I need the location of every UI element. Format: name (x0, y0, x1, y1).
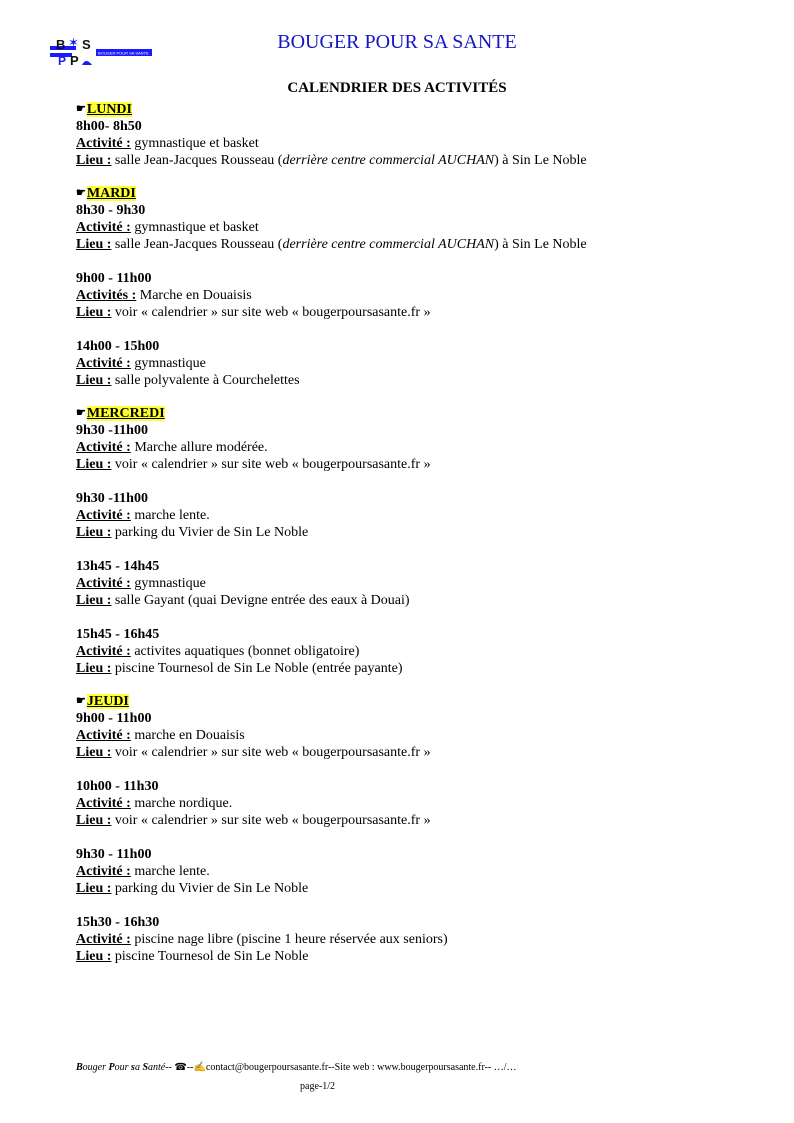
activity-line (76, 643, 756, 660)
activity-value: marche lente. (134, 864, 210, 879)
activity-slot (76, 338, 756, 389)
activity-slot (76, 710, 756, 761)
slot-time: 13h45 - 14h45 (76, 559, 160, 574)
pointing-hand-icon: ☛ (76, 187, 86, 199)
day-section (76, 405, 756, 677)
activity-label: Activité : (76, 356, 131, 371)
activity-value: Marche en Douaisis (139, 288, 252, 303)
place-line (76, 152, 756, 169)
activity-line (76, 135, 756, 152)
place-line (76, 660, 756, 677)
place-value: piscine Tournesol de Sin Le Noble (entrée payante) (114, 661, 403, 676)
activity-line (76, 575, 756, 592)
place-label: Lieu : (76, 153, 112, 168)
calendar-title: CALENDRIER DES ACTIVITÉS (287, 80, 507, 96)
svg-text:✶: ✶ (68, 36, 79, 50)
activity-value: gymnastique (134, 356, 206, 371)
activity-line (76, 863, 756, 880)
day-label: LUNDI (86, 102, 132, 117)
activity-value: marche en Douaisis (134, 728, 245, 743)
logo-text: BOUGER POUR SA SANTE (98, 50, 149, 56)
activity-value: piscine nage libre (piscine 1 heure réservée aux seniors) (134, 932, 448, 947)
day-heading (76, 101, 756, 118)
activity-label: Activité : (76, 932, 131, 947)
slot-time: 9h30 -11h00 (76, 423, 148, 438)
place-line (76, 304, 756, 321)
place-label: Lieu : (76, 237, 112, 252)
slot-time: 15h30 - 16h30 (76, 915, 160, 930)
page-number: page-1/2 (300, 1081, 335, 1092)
place-value: voir « calendrier » sur site web « bougerpoursasante.fr » (114, 457, 431, 472)
pointing-hand-icon: ☛ (76, 695, 86, 707)
place-suffix: ) à Sin Le Noble (494, 153, 587, 168)
place-label: Lieu : (76, 661, 112, 676)
footer: Bouger Pour sa Santé-- ☎--✍contact@bougerpoursasante.fr--Site web : www.bougerpoursasante.fr-- …/… (76, 1062, 517, 1073)
slot-time: 9h30 - 11h00 (76, 847, 152, 862)
day-section (76, 185, 756, 389)
activity-value: gymnastique et basket (134, 136, 259, 151)
activity-line (76, 931, 756, 948)
activity-line (76, 287, 756, 304)
svg-text:P: P (70, 53, 79, 68)
day-label: JEUDI (86, 694, 129, 709)
activity-value: Marche allure modérée. (134, 440, 268, 455)
place-label: Lieu : (76, 305, 112, 320)
place-detail: derrière centre commercial AUCHAN (282, 153, 495, 168)
slot-time: 9h00 - 11h00 (76, 711, 152, 726)
slot-time: 14h00 - 15h00 (76, 339, 160, 354)
place-value: salle Jean-Jacques Rousseau ( (114, 237, 283, 252)
day-section (76, 693, 756, 965)
activity-label: Activité : (76, 644, 131, 659)
place-label: Lieu : (76, 881, 112, 896)
place-line (76, 456, 756, 473)
place-value: parking du Vivier de Sin Le Noble (114, 525, 309, 540)
slot-time: 8h30 - 9h30 (76, 203, 146, 218)
activity-slot (76, 202, 756, 253)
day-heading (76, 405, 756, 422)
calendar (76, 101, 756, 965)
day-label: MERCREDI (86, 406, 165, 421)
place-line (76, 812, 756, 829)
svg-text:S: S (82, 37, 91, 52)
activity-label: Activité : (76, 796, 131, 811)
place-label: Lieu : (76, 813, 112, 828)
place-value: voir « calendrier » sur site web « bougerpoursasante.fr » (114, 745, 431, 760)
activity-label: Activité : (76, 508, 131, 523)
activity-label: Activité : (76, 440, 131, 455)
day-heading (76, 185, 756, 202)
footer-contact: -- ☎--✍contact@bougerpoursasante.fr--Site web : www.bougerpoursasante.fr-- …/… (165, 1062, 517, 1073)
activity-slot (76, 118, 756, 169)
activity-label: Activités : (76, 288, 137, 303)
day-heading (76, 693, 756, 710)
activity-label: Activité : (76, 728, 131, 743)
activity-value: activites aquatiques (bonnet obligatoire) (134, 644, 360, 659)
pointing-hand-icon: ☛ (76, 103, 86, 115)
svg-text:B: B (56, 37, 66, 52)
slot-time: 9h30 -11h00 (76, 491, 148, 506)
activity-line (76, 507, 756, 524)
place-line (76, 948, 756, 965)
place-label: Lieu : (76, 593, 112, 608)
activity-slot (76, 626, 756, 677)
slot-time: 9h00 - 11h00 (76, 271, 152, 286)
place-label: Lieu : (76, 745, 112, 760)
place-suffix: ) à Sin Le Noble (494, 237, 587, 252)
activity-line (76, 727, 756, 744)
place-line (76, 372, 756, 389)
slot-time: 15h45 - 16h45 (76, 627, 160, 642)
place-line (76, 524, 756, 541)
place-value: voir « calendrier » sur site web « bougerpoursasante.fr » (114, 305, 431, 320)
place-value: salle Gayant (quai Devigne entrée des eaux à Douai) (114, 593, 410, 608)
place-label: Lieu : (76, 373, 112, 388)
activity-line (76, 795, 756, 812)
pointing-hand-icon: ☛ (76, 407, 86, 419)
activity-slot (76, 270, 756, 321)
activity-slot (76, 558, 756, 609)
slot-time: 8h00- 8h50 (76, 119, 142, 134)
activity-slot (76, 422, 756, 473)
activity-label: Activité : (76, 576, 131, 591)
activity-slot (76, 778, 756, 829)
place-value: voir « calendrier » sur site web « bougerpoursasante.fr » (114, 813, 431, 828)
place-line (76, 592, 756, 609)
activity-label: Activité : (76, 136, 131, 151)
slot-time: 10h00 - 11h30 (76, 779, 159, 794)
place-value: parking du Vivier de Sin Le Noble (114, 881, 309, 896)
day-section (76, 101, 756, 169)
activity-slot (76, 490, 756, 541)
place-line (76, 744, 756, 761)
activity-value: marche lente. (134, 508, 210, 523)
place-label: Lieu : (76, 457, 112, 472)
activity-slot (76, 914, 756, 965)
svg-text:P: P (58, 54, 67, 68)
place-value: piscine Tournesol de Sin Le Noble (114, 949, 309, 964)
activity-line (76, 219, 756, 236)
place-label: Lieu : (76, 949, 112, 964)
activity-value: marche nordique. (134, 796, 233, 811)
activity-line (76, 355, 756, 372)
activity-label: Activité : (76, 864, 131, 879)
activity-value: gymnastique et basket (134, 220, 259, 235)
day-label: MARDI (86, 186, 136, 201)
place-value: salle polyvalente à Courchelettes (114, 373, 300, 388)
place-line (76, 236, 756, 253)
activity-label: Activité : (76, 220, 131, 235)
place-label: Lieu : (76, 525, 112, 540)
place-value: salle Jean-Jacques Rousseau ( (114, 153, 283, 168)
place-line (76, 880, 756, 897)
place-detail: derrière centre commercial AUCHAN (282, 237, 495, 252)
activity-slot (76, 846, 756, 897)
activity-value: gymnastique (134, 576, 206, 591)
activity-line (76, 439, 756, 456)
page-title: BOUGER POUR SA SANTE (277, 31, 517, 53)
